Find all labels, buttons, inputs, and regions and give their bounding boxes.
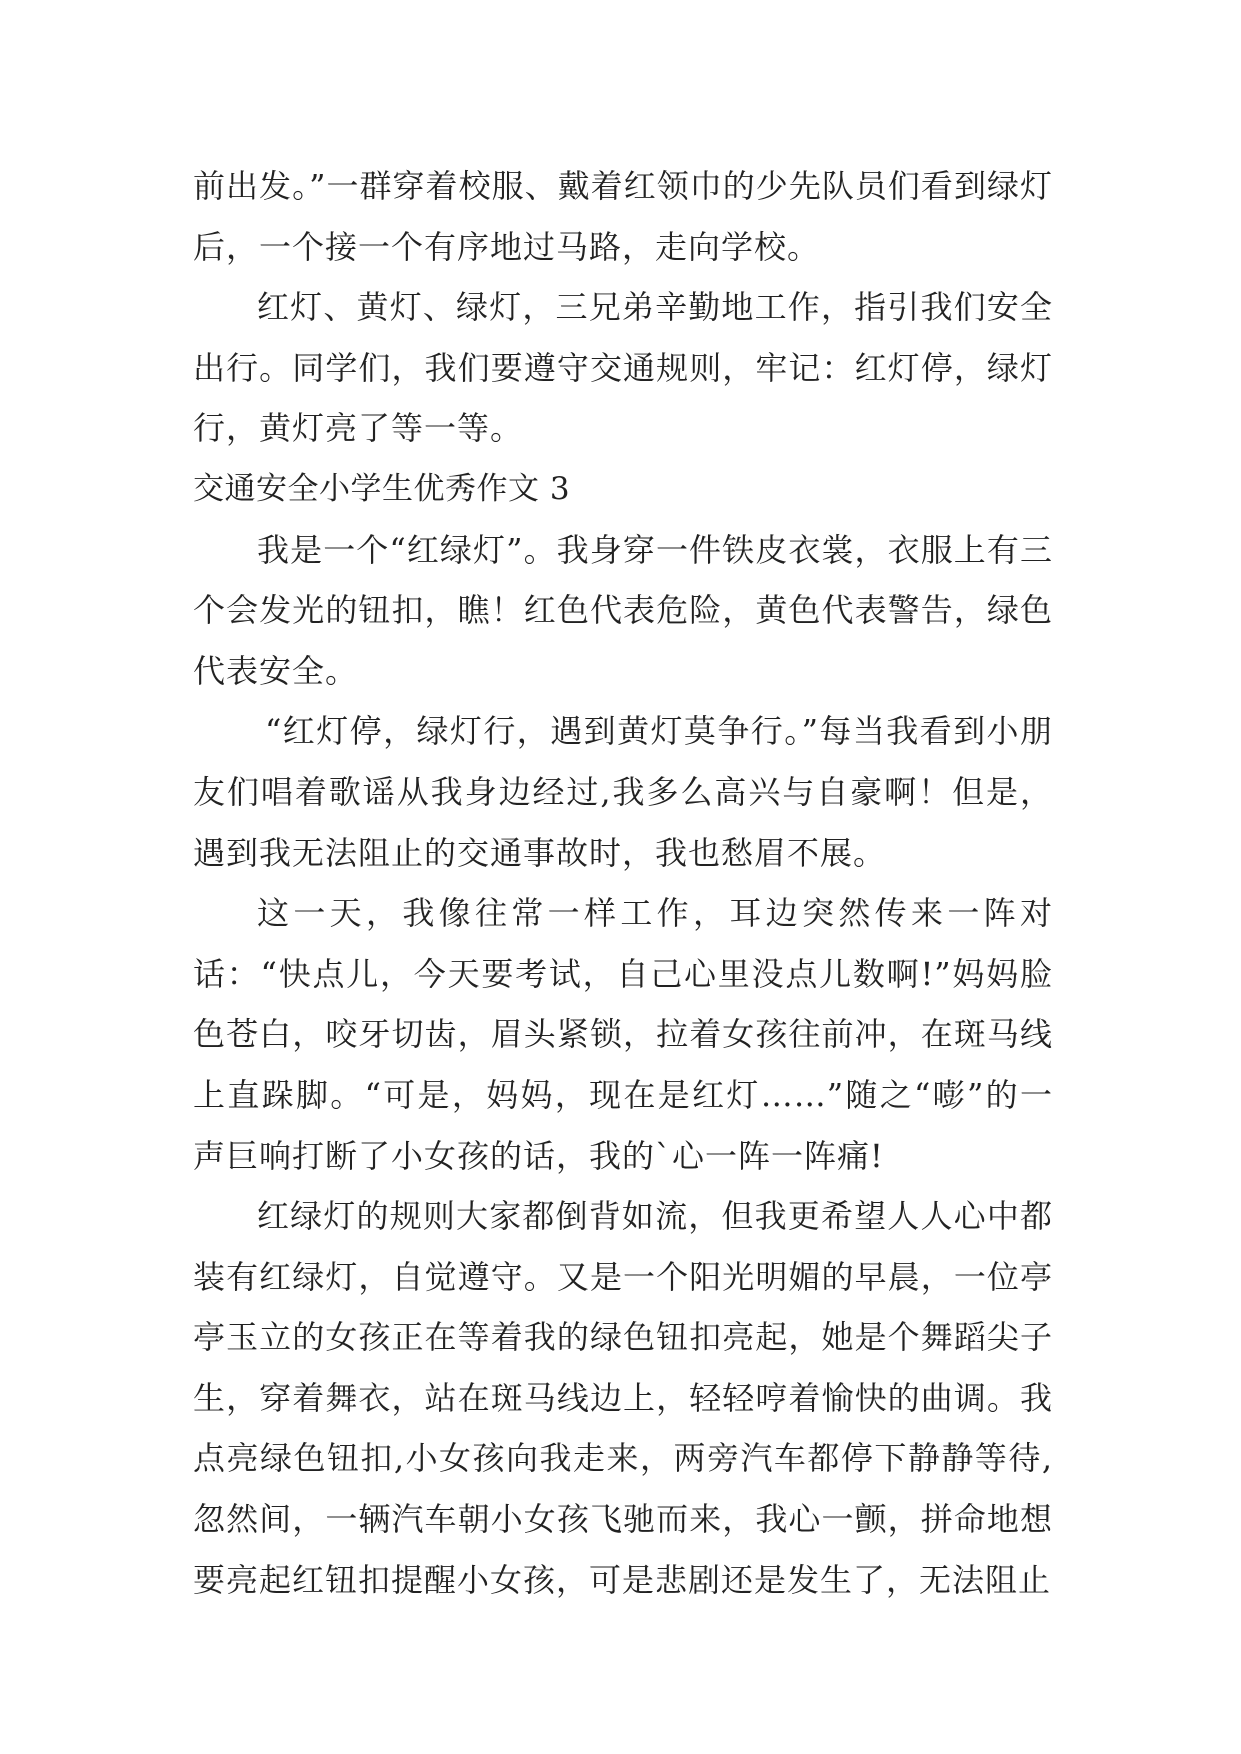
paragraph-continuation: 前出发。”一群穿着校服、戴着红领巾的少先队员们看到绿灯后，一个接一个有序地过马路，走向学校。 bbox=[193, 167, 1053, 266]
paragraph-accident-story: 这一天，我像往常一样工作，耳边突然传来一阵对话：“快点儿，今天要考试，自己心里没点儿数啊!”妈妈脸色苍白，咬牙切齿，眉头紧锁，拉着女孩往前冲，在斑马线上直跺脚。“可是，妈妈，现在是红灯……”随之“嘭”的一声巨响打断了小女孩的话，我的`心一阵一阵痛! bbox=[193, 894, 1053, 1175]
paragraph-rules-hope: 红绿灯的规则大家都倒背如流，但我更希望人人心中都装有红绿灯，自觉遵守。又是一个阳光明媚的早晨，一位亭亭玉立的女孩正在等着我的绿色钮扣亮起，她是个舞蹈尖子生，穿着舞衣，站在斑马线边上，轻轻哼着愉快的曲调。我点亮绿色钮扣,小女孩向我走来，两旁汽车都停下静静等待,忽然间，一辆汽车朝小女孩飞驰而来，我心一颤，拼命地想要亮起红钮扣提醒小女孩，可是悲剧还是发生了，无法阻止 bbox=[193, 1197, 1053, 1599]
document-body bbox=[193, 156, 1053, 1610]
paragraph-intro-red-green-light: 我是一个“红绿灯”。我身穿一件铁皮衣裳，衣服上有三个会发光的钮扣，瞧！红色代表危险，黄色代表警告，绿色代表安全。 bbox=[193, 530, 1053, 690]
paragraph-song: “红灯停，绿灯行，遇到黄灯莫争行。”每当我看到小朋友们唱着歌谣从我身边经过,我多么高兴与自豪啊！但是，遇到我无法阻止的交通事故时，我也愁眉不展。 bbox=[193, 712, 1053, 872]
paragraph-traffic-lights-summary: 红灯、黄灯、绿灯，三兄弟辛勤地工作，指引我们安全出行。同学们，我们要遵守交通规则，牢记：红灯停，绿灯行，黄灯亮了等一等。 bbox=[193, 288, 1053, 448]
section-title: 交通安全小学生优秀作文 3 bbox=[193, 470, 571, 507]
